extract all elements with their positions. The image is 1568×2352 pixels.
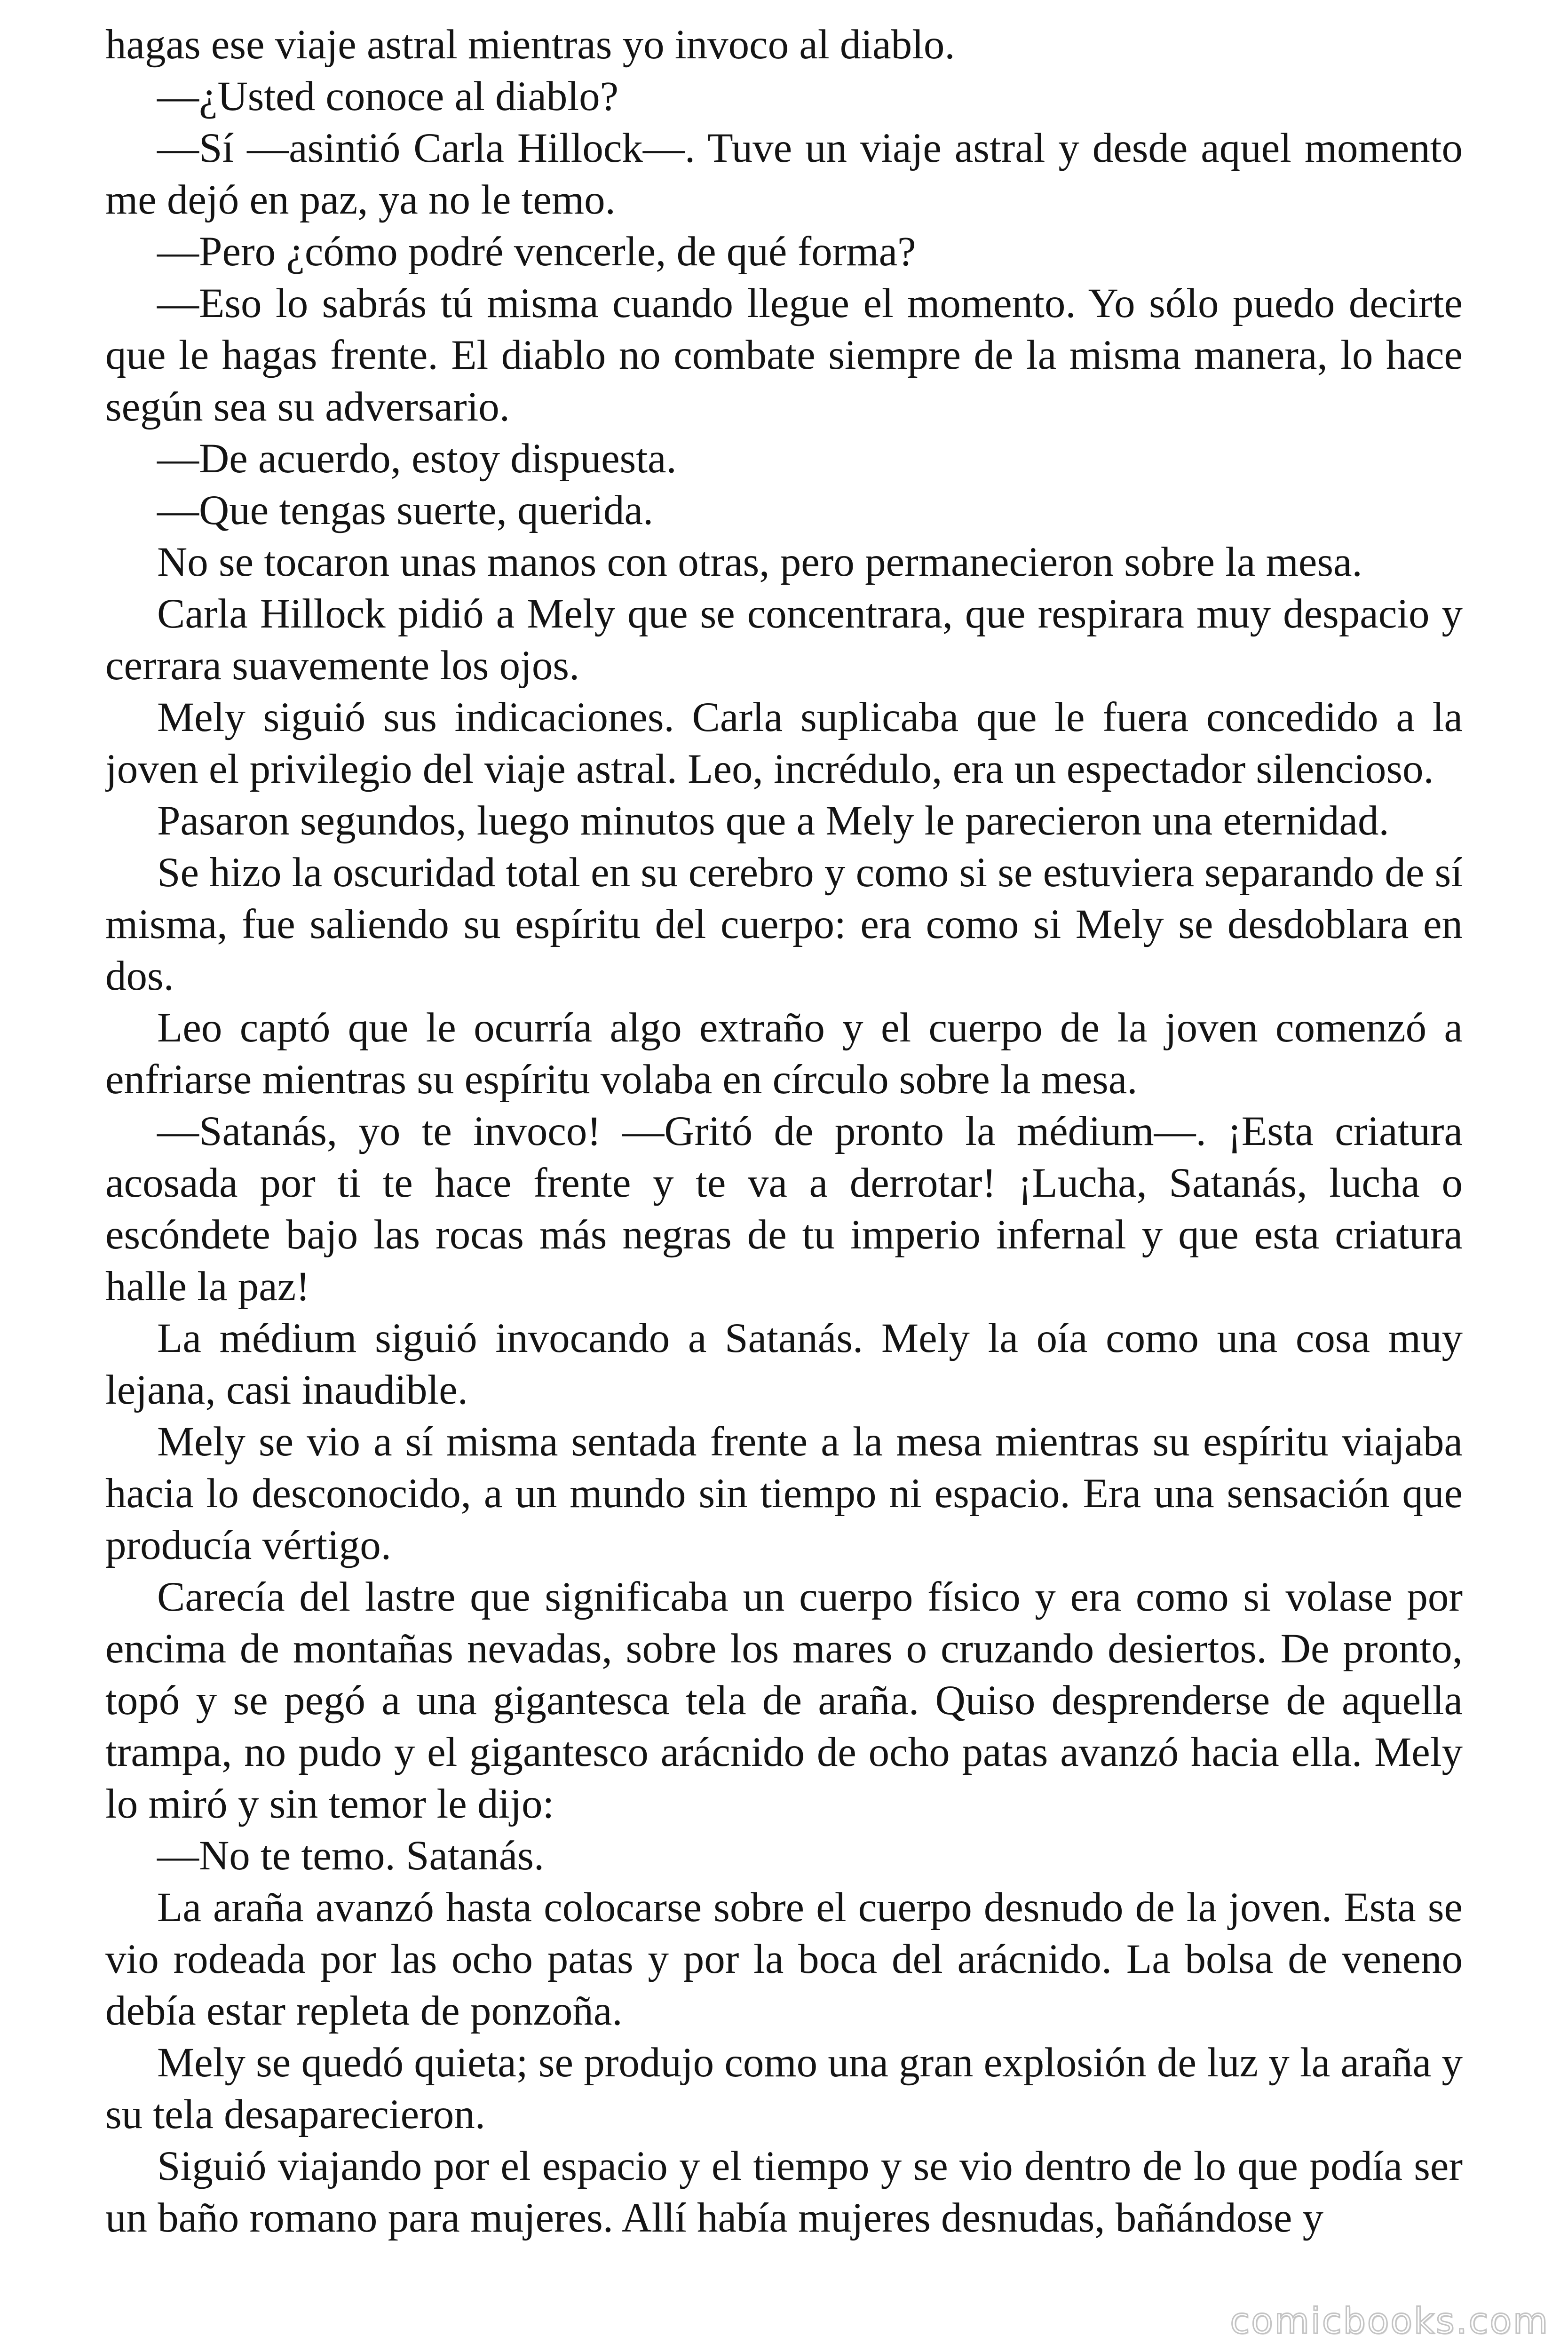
paragraph: —¿Usted conoce al diablo? <box>157 73 619 119</box>
book-page <box>105 19 1463 2333</box>
paragraph: Mely se quedó quieta; se produjo como una gran explosión de luz y la araña y su tela desaparecieron. <box>105 2040 1463 2137</box>
paragraph: —No te temo. Satanás. <box>157 1833 545 1879</box>
paragraph: Carecía del lastre que significaba un cuerpo físico y era como si volase por encima de montañas nevadas, sobre los mares o cruzando desiertos. De pronto, topó y se pegó a una gigantesca tela de araña. Quiso desprenderse de aquella trampa, no pudo y el gigantesco arácnido de ocho patas avanzó hacia ella. Mely lo miró y sin temor le dijo: <box>105 1574 1463 1827</box>
paragraph: Siguió viajando por el espacio y el tiempo y se vio dentro de lo que podía ser un baño romano para mujeres. Allí había mujeres desnudas, bañándose y <box>105 2143 1463 2241</box>
paragraph: Mely se vio a sí misma sentada frente a la mesa mientras su espíritu viajaba hacia lo desconocido, a un mundo sin tiempo ni espacio. Era una sensación que producía vértigo. <box>105 1419 1463 1568</box>
paragraph: —Eso lo sabrás tú misma cuando llegue el momento. Yo sólo puedo decirte que le hagas frente. El diablo no combate siempre de la misma manera, lo hace según sea su adversario. <box>105 280 1463 430</box>
paragraph: Leo captó que le ocurría algo extraño y el cuerpo de la joven comenzó a enfriarse mientras su espíritu volaba en círculo sobre la mesa. <box>105 1005 1463 1103</box>
paragraph: Mely siguió sus indicaciones. Carla suplicaba que le fuera concedido a la joven el privilegio del viaje astral. Leo, incrédulo, era un espectador silencioso. <box>105 694 1463 792</box>
paragraph: —Satanás, yo te invoco! —Gritó de pronto la médium—. ¡Esta criatura acosada por ti te hace frente y te va a derrotar! ¡Lucha, Satanás, lucha o escóndete bajo las rocas más negras de tu imperio infernal y que esta criatura halle la paz! <box>105 1108 1463 1310</box>
paragraph: Pasaron segundos, luego minutos que a Mely le parecieron una eternidad. <box>157 798 1389 844</box>
paragraph: No se tocaron unas manos con otras, pero permanecieron sobre la mesa. <box>157 539 1362 585</box>
paragraph: hagas ese viaje astral mientras yo invoco al diablo. <box>105 22 955 68</box>
paragraph: La araña avanzó hasta colocarse sobre el cuerpo desnudo de la joven. Esta se vio rodeada por las ocho patas y por la boca del arácnido. La bolsa de veneno debía estar repleta de ponzoña. <box>105 1884 1463 2034</box>
paragraph: —De acuerdo, estoy dispuesta. <box>157 436 677 482</box>
paragraph: La médium siguió invocando a Satanás. Mely la oía como una cosa muy lejana, casi inaudible. <box>105 1315 1463 1413</box>
paragraph: Carla Hillock pidió a Mely que se concentrara, que respirara muy despacio y cerrara suavemente los ojos. <box>105 591 1463 689</box>
paragraph: —Pero ¿cómo podré vencerle, de qué forma? <box>157 229 916 275</box>
paragraph: —Que tengas suerte, querida. <box>157 487 654 533</box>
paragraph: —Sí —asintió Carla Hillock—. Tuve un viaje astral y desde aquel momento me dejó en paz, ya no le temo. <box>105 125 1463 223</box>
paragraph: Se hizo la oscuridad total en su cerebro y como si se estuviera separando de sí misma, fue saliendo su espíritu del cuerpo: era como si Mely se desdoblara en dos. <box>105 850 1463 999</box>
watermark-logo: comicbooks.com <box>1230 2300 1549 2342</box>
